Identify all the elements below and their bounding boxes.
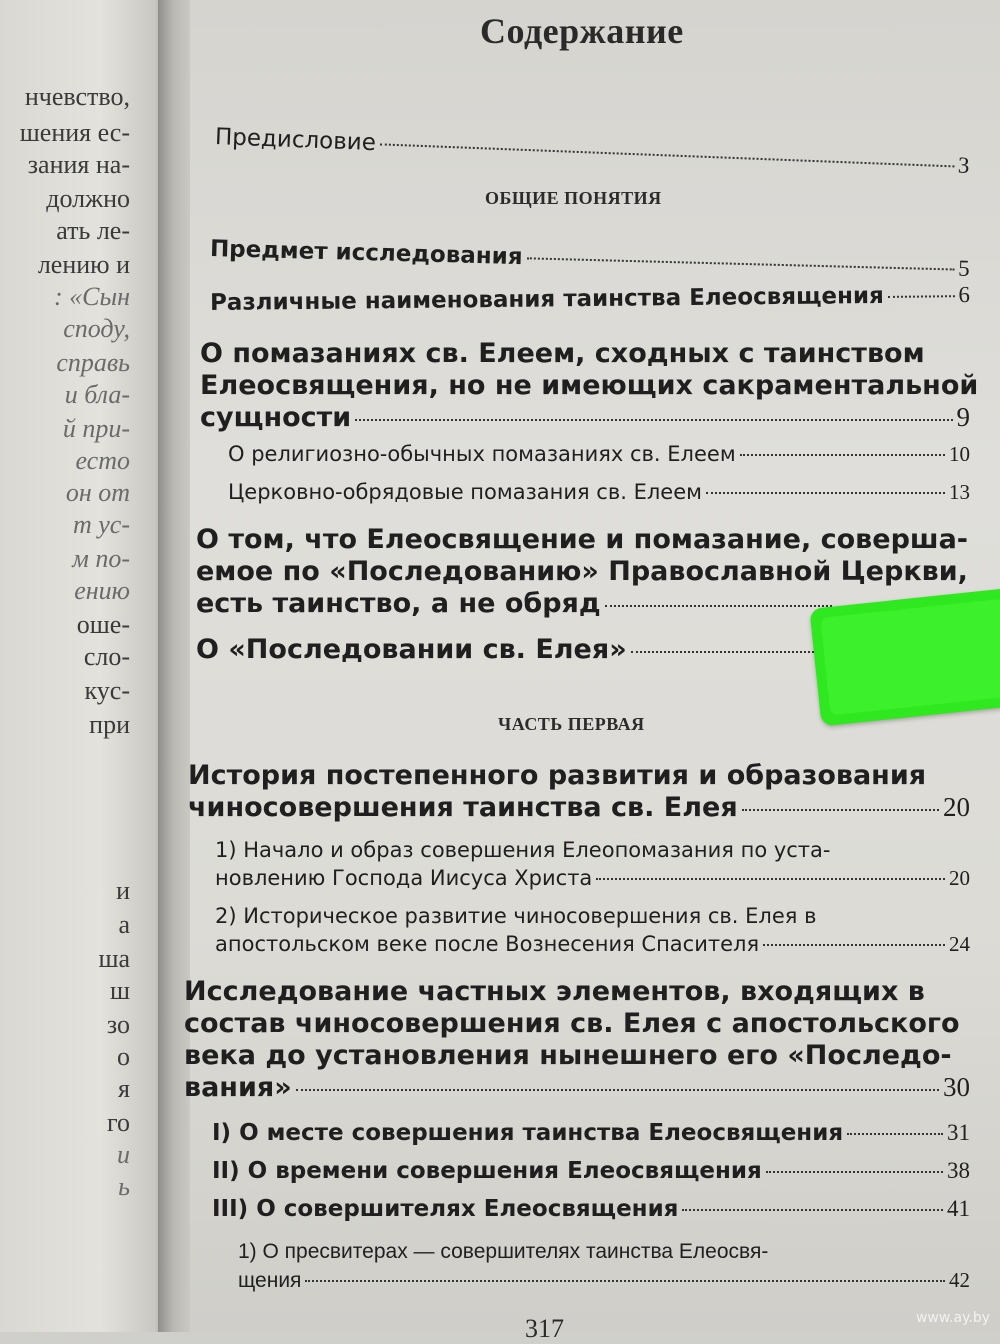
leader-dots — [296, 1089, 939, 1091]
left-page-text-line: он от — [65, 478, 130, 507]
toc-entry-origin: новлению Господа Иисуса Христа 20 — [215, 866, 970, 890]
left-page-text-line: и — [117, 1140, 130, 1169]
left-page-text-line: при — [89, 710, 130, 739]
toc-entry-sacrament: есть таинство, а не обряд — [196, 588, 836, 619]
left-page-text-line: шения ес- — [19, 118, 130, 147]
toc-entry-performers: III) О совершителях Елеосвящения 41 — [212, 1196, 970, 1222]
left-page-text-line: о — [117, 1042, 130, 1071]
left-page-text-line: и бла- — [64, 380, 130, 409]
leader-dots — [596, 878, 945, 880]
leader-dots — [527, 257, 955, 270]
toc-entry-sacrament-line1: О том, что Елеосвящение и помазание, соверша- — [196, 524, 969, 555]
watermark: www.ay.by — [915, 1310, 990, 1326]
left-page-text-line: есто — [75, 446, 130, 475]
green-page-marker-face — [820, 599, 1000, 716]
toc-entry-preface: Предисловие 3 — [214, 124, 970, 178]
toc-entry-history: чиносовершения таинства св. Елея 20 — [188, 792, 970, 823]
leader-dots — [888, 295, 955, 298]
left-page-text-line: зания на- — [27, 150, 130, 179]
toc-entry-origin-line1: 1) Начало и образ совершения Елеопомазания по уста- — [215, 838, 831, 862]
toc-entry-names: Различные наименования таинства Елеосвящения 6 — [209, 282, 971, 316]
left-page-text-line: нчевство, — [24, 82, 130, 111]
toc-entry-anointing-line1: О помазаниях св. Елеем, сходных с таинством — [200, 338, 925, 369]
leader-dots — [706, 492, 945, 494]
left-page-text-line: лению и — [37, 250, 130, 279]
left-page-text-line: й при- — [62, 414, 130, 443]
left-page-text-line: ш — [109, 976, 130, 1005]
left-page-text-line: и — [116, 876, 130, 905]
left-page-text-line: м по- — [72, 544, 130, 573]
toc-entry-elements-line1: Исследование частных элементов, входящих в — [184, 976, 925, 1007]
toc-entry-elements-line3: века до установления нынешнего его «Последо- — [184, 1040, 952, 1071]
toc-entry-church-anointing: Церковно-обрядовые помазания св. Елеем 13 — [228, 480, 970, 504]
toc-entry-time: II) О времени совершения Елеосвящения 38 — [212, 1158, 970, 1184]
toc-entry-place: I) О месте совершения таинства Елеосвящения 31 — [212, 1120, 970, 1146]
left-page — [0, 0, 168, 1332]
left-page-text-line: т ус- — [72, 510, 130, 539]
left-page-text-line: а — [118, 910, 130, 939]
toc-entry-anointing-line2: Елеосвящения, но не имеющих сакраментальной — [200, 370, 979, 401]
left-page-text-line: го — [106, 1108, 130, 1137]
toc-entry-religious-anointing: О религиозно-обычных помазаниях св. Елеем 10 — [228, 442, 970, 466]
left-page-text-line: кус- — [84, 676, 130, 705]
leader-dots — [763, 944, 945, 946]
toc-entry-elements: вания» 30 — [184, 1072, 970, 1103]
left-page-text-line: должно — [46, 184, 130, 213]
leader-dots — [740, 454, 945, 456]
toc-entry-sacrament-line2: емое по «Последованию» Православной Церкви, — [196, 556, 968, 587]
left-page-text-line: зо — [106, 1010, 130, 1039]
leader-dots — [682, 1209, 943, 1211]
left-page-text-line: я — [118, 1074, 130, 1103]
left-page-text-line: справь — [56, 348, 130, 377]
green-page-marker — [809, 588, 1000, 727]
toc-entry-presbyters-line1: 1) О пресвитерах — совершителях таинства Елеосвя- — [238, 1240, 769, 1263]
left-page-text-line: сло- — [83, 642, 130, 671]
toc-entry-subject: Предмет исследования 5 — [209, 236, 971, 281]
leader-dots — [766, 1171, 943, 1173]
left-page-text-line: ша — [98, 944, 130, 973]
leader-dots — [631, 651, 822, 653]
left-page-text-line: ению — [74, 576, 130, 605]
leader-dots — [305, 1280, 945, 1282]
left-page-text-line: споду, — [63, 314, 130, 343]
leader-dots — [355, 419, 952, 421]
toc-entry-rite: О «Последовании св. Елея» — [196, 634, 826, 665]
toc-entry-anointing: сущности 9 — [200, 402, 970, 433]
left-page-text-line: ать ле- — [56, 216, 130, 245]
toc-entry-development-line1: 2) Историческое развитие чиносовершения св. Елея в — [215, 904, 817, 928]
page-number: 317 — [525, 1314, 564, 1343]
leader-dots — [605, 605, 832, 607]
toc-entry-elements-line2: состав чиносовершения св. Елея с апостольского — [184, 1008, 960, 1039]
section-heading-part-one: ЧАСТЬ ПЕРВАЯ — [498, 714, 645, 734]
toc-entry-presbyters: щения 42 — [238, 1268, 970, 1292]
leader-dots — [742, 809, 939, 811]
leader-dots — [847, 1133, 943, 1135]
left-page-text-line: ошe- — [76, 610, 130, 639]
left-page-text-line: ь — [118, 1172, 130, 1201]
left-page-text-line: : «Сын — [53, 282, 130, 311]
toc-entry-history-line1: История постепенного развития и образования — [188, 760, 927, 791]
toc-entry-development: апостольском веке после Вознесения Спасителя 24 — [215, 932, 970, 956]
section-heading-general: ОБЩИЕ ПОНЯТИЯ — [485, 188, 662, 208]
toc-title: Содержание — [480, 11, 684, 51]
